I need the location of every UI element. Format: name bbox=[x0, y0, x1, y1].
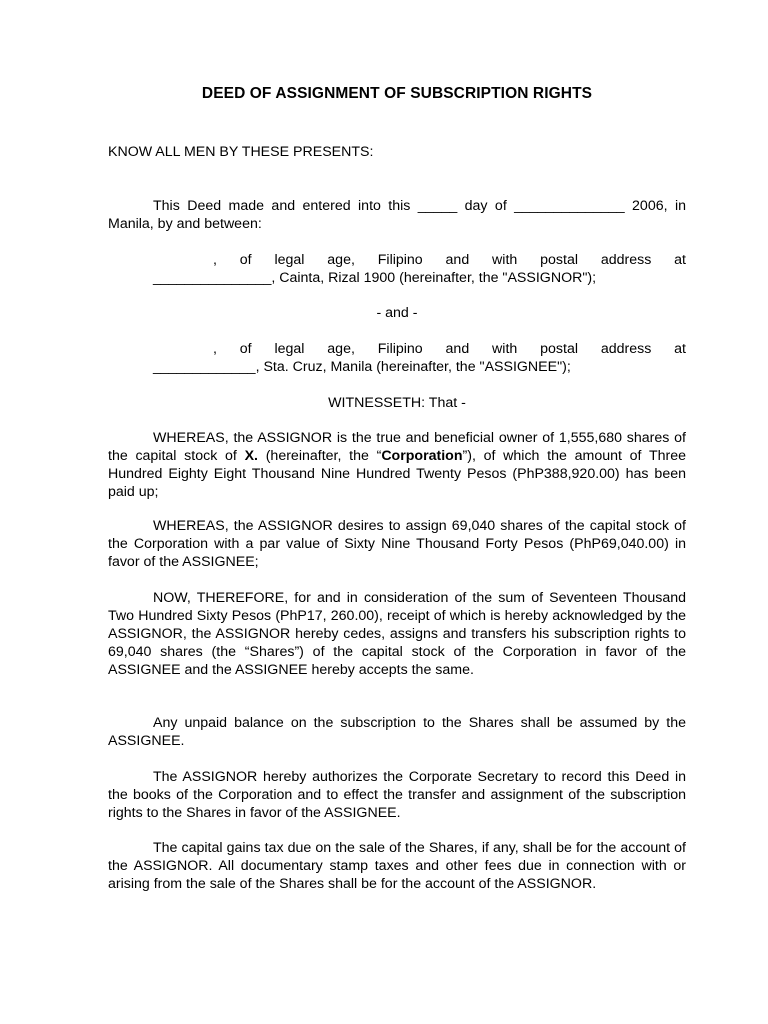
assignor-line-2: _______________, Cainta, Rizal 1900 (hereinafter, the "ASSIGNOR"); bbox=[153, 270, 597, 286]
assignor-line-1: , of legal age, Filipino and with postal address at bbox=[213, 252, 686, 268]
paragraph-taxes: The capital gains tax due on the sale of the Shares, if any, shall be for the account of the ASSIGNOR. All documentary stamp taxes and other fees due in connection with or arising from the sale of the Shares shall be for the account of the ASSIGNOR. bbox=[108, 840, 686, 892]
paragraph-assignor bbox=[108, 251, 686, 287]
whereas1-corporation-term: Corporation bbox=[381, 448, 463, 464]
assignee-line-2: _____________, Sta. Cruz, Manila (hereinafter, the "ASSIGNEE"); bbox=[153, 359, 571, 375]
paragraph-whereas-2: WHEREAS, the ASSIGNOR desires to assign 69,040 shares of the capital stock of the Corporation with a par value of Sixty Nine Thousand Forty Pesos (PhP69,040.00) in favor of the ASSIGNEE; bbox=[108, 518, 686, 570]
deed-date-line-1: This Deed made and entered into this _____ day of ______________ 2006, in bbox=[153, 198, 686, 214]
whereas1-text-e: ”), of which the amount of Three Hundred Eighty Eight Thousand Nine Hundred Twenty Pesos (PhP388,920.00) has been paid up; bbox=[108, 448, 687, 500]
assignee-line-1: , of legal age, Filipino and with postal address at bbox=[213, 341, 686, 357]
whereas1-company: X. bbox=[244, 448, 258, 464]
paragraph-whereas-1 bbox=[108, 429, 686, 501]
document-title: DEED OF ASSIGNMENT OF SUBSCRIPTION RIGHTS bbox=[201, 85, 593, 102]
deed-date-line-2: Manila, by and between: bbox=[108, 216, 262, 232]
and-separator: - and - bbox=[376, 305, 418, 321]
intro-line: KNOW ALL MEN BY THESE PRESENTS: bbox=[108, 144, 374, 160]
witnesseth-heading: WITNESSETH: That - bbox=[328, 395, 466, 411]
paragraph-authorization: The ASSIGNOR hereby authorizes the Corporate Secretary to record this Deed in the books of the Corporation and to effect the transfer and assignment of the subscription rights to the Shares in favor of the ASSIGNEE. bbox=[108, 769, 686, 821]
paragraph-now-therefore: NOW, THEREFORE, for and in consideration of the sum of Seventeen Thousand Two Hundred Sixty Pesos (PhP17, 260.00), receipt of which is hereby acknowledged by the ASSIGNOR, the ASSIGNOR hereby cedes, assigns and transfers his subscription rights to 69,040 shares (the “Shares”) of the capital stock of the Corporation in favor of the ASSIGNEE and the ASSIGNEE hereby accepts the same. bbox=[108, 590, 686, 678]
whereas1-text-a: WHEREAS, the ASSIGNOR is the true and beneficial owner of 1,555,680 shares of the capital stock of bbox=[108, 430, 686, 464]
paragraph-deed-date bbox=[108, 197, 686, 233]
whereas1-text-c: (hereinafter, the “ bbox=[257, 448, 382, 464]
paragraph-unpaid-balance: Any unpaid balance on the subscription to the Shares shall be assumed by the ASSIGNEE. bbox=[108, 715, 686, 749]
paragraph-assignee bbox=[108, 340, 686, 376]
